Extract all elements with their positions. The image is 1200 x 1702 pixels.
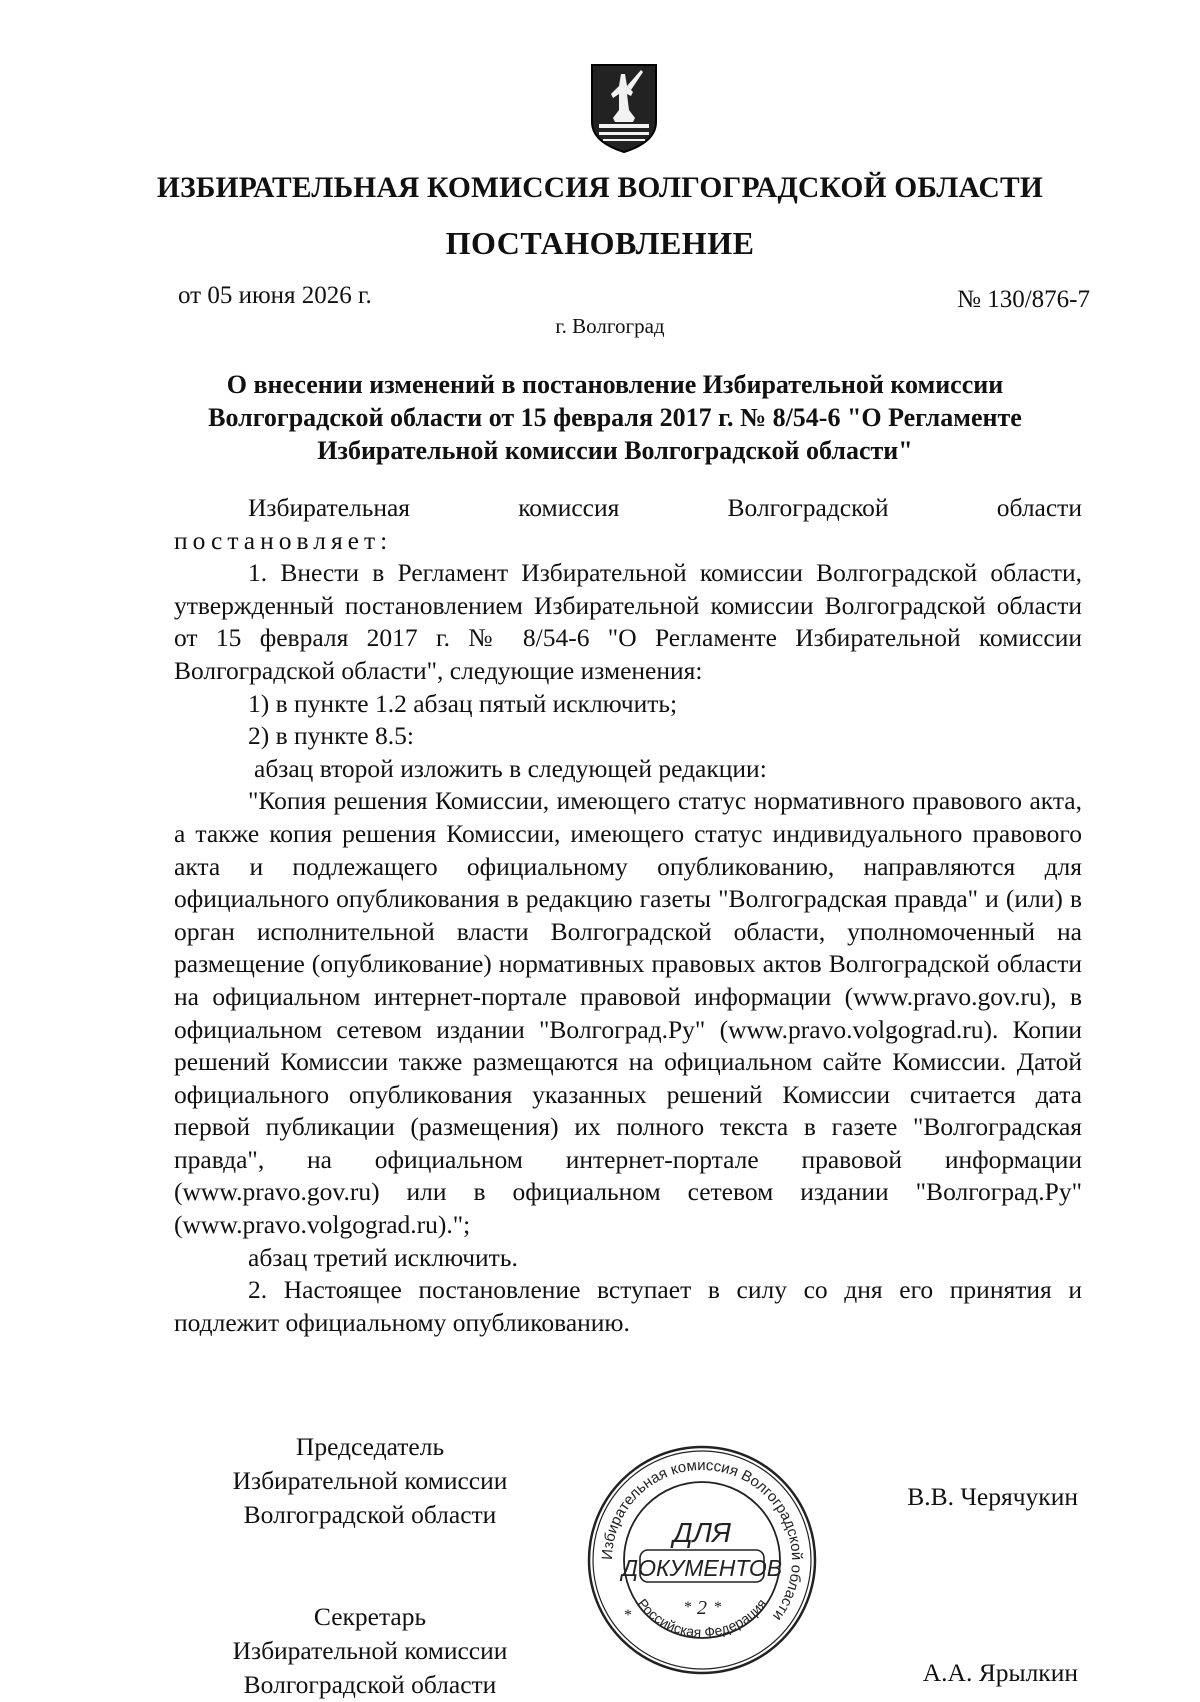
document-city: г. Волгоград: [555, 314, 665, 338]
chairman-name: В.В. Черячукин: [907, 1482, 1078, 1511]
item-1: 1. Внести в Регламент Избирательной комиссии Волгоградской области, утвержденный постановлением Избирательной комиссии Волгоградской области от 15 февраля 2017 г. № 8/54-6 "О Регламенте Избирательной комиссии Волгоградской области", следующие изменения:: [174, 558, 1082, 685]
seal-center-line1: ДЛЯ: [673, 1517, 731, 1548]
item-1-subitem-2-paragraph-b: абзац третий исключить.: [248, 1242, 518, 1272]
quoted-text: "Копия решения Комиссии, имеющего статус нормативного правового акта, а также копия решения Комиссии, имеющего статус индивидуального правового акта и подлежащего официальному опубликованию, направляются для официального опубликования в редакцию газеты "Волгоградская правда" и (или) в орган исполнительной власти Волгоградской области, уполномоченный на размещение (опубликование) нормативных правовых актов Волгоградской области на официальном интернет-портале правовой информации (www.pravo.gov.ru), в официальном сетевом издании "Волгоград.Ру" (www.pravo.volgograd.ru). Копии решений Комиссии также размещаются на официальном сайте Комиссии. Датой официального опубликования указанных решений Комиссии считается дата первой публикации (размещения) их полного текста в газете "Волгоградская правда", на официальном интернет-портале правовой информации (www.pravo.gov.ru) или в официальном сетевом издании "Волгоград.Ру" (www.pravo.volgograd.ru).";: [174, 786, 1082, 1240]
subject-line: Избирательной комиссии Волгоградской области": [317, 436, 913, 465]
organization-title: ИЗБИРАТЕЛЬНАЯ КОМИССИЯ ВОЛГОГРАДСКОЙ ОБЛАСТИ: [156, 172, 1044, 204]
subject-line: Волгоградской области от 15 февраля 2017 г. № 8/54-6 "О Регламенте: [208, 403, 1022, 432]
seal-number: 2: [697, 1597, 707, 1619]
document-body: [174, 492, 1082, 1339]
intro-word: Избирательная: [248, 493, 411, 522]
item-2: 2. Настоящее постановление вступает в силу со дня его принятия и подлежит официальному опубликованию.: [174, 1275, 1082, 1337]
official-seal-stamp: [584, 1442, 820, 1678]
seal-center-line2: ДОКУМЕНТОВ: [621, 1555, 783, 1581]
secretary-name: А.А. Ярылкин: [922, 1658, 1078, 1687]
seal-star: *: [624, 1607, 632, 1624]
secretary-title: Секретарь: [313, 1602, 427, 1631]
seal-star: *: [684, 1599, 692, 1616]
intro-line: [174, 492, 1082, 525]
item-1-subitem-1: 1) в пункте 1.2 абзац пятый исключить;: [248, 688, 678, 718]
item-1-subitem-2-paragraph-a: абзац второй изложить в следующей редакции:: [254, 753, 767, 783]
seal-ring-text: Избирательная комиссия Волгоградской области: [598, 1456, 806, 1624]
resolves-word: постановляет:: [174, 525, 393, 555]
seal-star: *: [714, 1599, 722, 1616]
subject-line: О внесении изменений в постановление Избирательной комиссии: [226, 370, 1004, 399]
seal-bottom-text: Российская Федерация: [634, 1595, 770, 1641]
chairman-title: Волгоградской области: [243, 1500, 497, 1529]
intro-word: Волгоградской: [727, 493, 889, 522]
secretary-title: Избирательной комиссии: [232, 1636, 508, 1665]
coat-of-arms-icon: [589, 62, 659, 154]
intro-word: области: [996, 493, 1082, 522]
document-date: от 05 июня 2026 г.: [178, 282, 372, 309]
document-subject: [150, 368, 1080, 467]
secretary-title: Волгоградской области: [243, 1670, 497, 1699]
item-1-subitem-2: 2) в пункте 8.5:: [248, 721, 414, 751]
document-number: № 130/876-7: [957, 286, 1090, 313]
intro-word: комиссия: [518, 493, 620, 522]
secretary-signature-block: [200, 1600, 540, 1702]
chairman-title: Председатель: [295, 1432, 445, 1461]
chairman-title: Избирательной комиссии: [232, 1466, 508, 1495]
chairman-signature-block: [200, 1430, 540, 1532]
document-type-title: ПОСТАНОВЛЕНИЕ: [445, 225, 755, 261]
